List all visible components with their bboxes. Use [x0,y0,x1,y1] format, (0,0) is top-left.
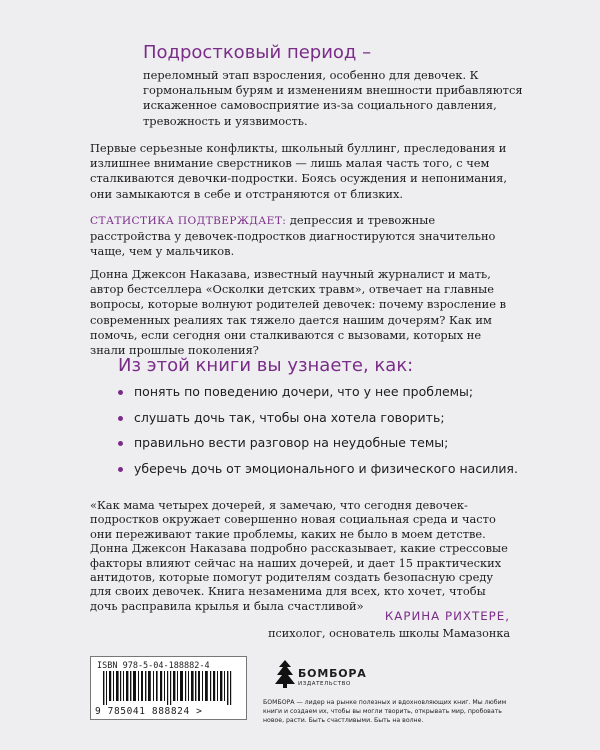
learn-item [118,410,518,426]
intro-text: переломный этап взросления, особенно для девочек. К гормональным бурям и изменениям внешности прибавляются искаженное самовосприятие из-за социального давления, тревожность и уязвимость. [143,68,523,128]
intro-heading: Подростковый период – [143,42,372,63]
isbn-number: ISBN 978-5-04-188882-4 [97,661,210,671]
bullet-dot-icon [118,441,123,446]
statistics-text: депрессия и тревожные расстройства у девочек-подростков диагностируются значительно чаще, чем у мальчиков. [90,213,496,259]
learn-list [118,384,518,486]
paragraph-author-intro: Донна Джексон Наказава, известный научный журналист и мать, автор бестселлера «Осколки детских травм», отвечает на главные вопросы, которые волнуют родителей девочек: почему взросление в современных реалиях так тяжело дается нашим дочерям? Как им помочь, если сегодня они сталкиваются с вызовами, которых не знали прошлые поколения? [90,267,507,358]
publisher-blurb: БОМБОРА — лидер на рынке полезных и вдохновляющих книг. Мы любим книги и создаем их, чтобы вы могли творить, открывать мир, пробовать новое, расти. Быть счастливыми. Быть на волне. [263,699,507,724]
learn-item-text: уберечь дочь от эмоционального и физического насилия. [134,460,518,476]
quote-author-role: психолог, основатель школы Мамазонка [268,627,510,640]
publisher-logo-icon [273,660,297,688]
publisher-subtitle: ИЗДАТЕЛЬСТВО [298,681,351,687]
paragraph-conflicts: Первые серьезные конфликты, школьный буллинг, преследования и излишнее внимание сверстников — лишь малая часть того, с чем сталкиваются девочки-подростки. Боясь осуждения и непонимания, они замыкаются в себе и отстраняются от близких. [90,141,507,201]
bullet-dot-icon [118,390,123,395]
quote-author-name: КАРИНА РИХТЕРЕ, [384,609,510,623]
bullet-dot-icon [118,467,123,472]
learn-item [118,435,518,451]
paragraph-statistics [90,213,510,260]
learn-item [118,384,518,400]
learn-heading: Из этой книги вы узнаете, как: [118,355,414,376]
barcode-icon [103,671,235,705]
learn-item [118,461,518,477]
learn-item-text: понять по поведению дочери, что у нее проблемы; [134,384,474,399]
learn-item-text: правильно вести разговор на неудобные темы; [134,435,449,450]
learn-item-text: слушать дочь так, чтобы она хотела говорить; [134,409,445,425]
barcode-panel [90,656,247,720]
bullet-dot-icon [118,416,123,421]
publisher-name: БОМБОРА [298,667,367,680]
testimonial-quote: «Как мама четырех дочерей, я замечаю, что сегодня девочек-подростков окружает совершенно новая социальная среда и часто они переживают такие проблемы, каких не было в моем детстве. Донна Джексон Наказава подробно рассказывает, какие стрессовые факторы влияют сейчас на наших дочерей, и дает 15 практических антидотов, которые помогут родителям создать безопасную среду для своих девочек. Книга незаменима для всех, кто хочет, чтобы дочь расправила крылья и была счастливой» [90,498,508,613]
barcode-digits: 9 785041 888824 > [95,706,203,717]
statistics-label: СТАТИСТИКА ПОДТВЕРЖДАЕТ: [90,215,287,227]
